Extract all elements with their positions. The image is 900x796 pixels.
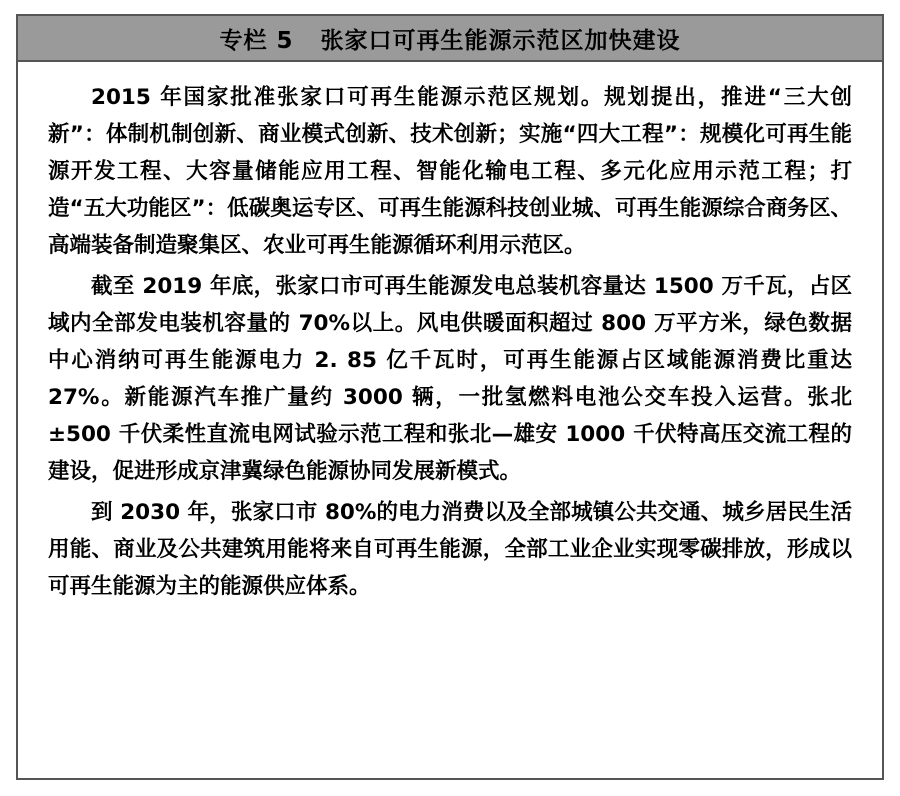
callout-box-header: [18, 16, 882, 62]
paragraph: 到 2030 年，张家口市 80%的电力消费以及全部城镇公共交通、城乡居民生活用能、商业及公共建筑用能将来自可再生能源，全部工业企业实现零碳排放，形成以可再生能源为主的能源供应体系。: [48, 499, 852, 599]
paragraph: 截至 2019 年底，张家口市可再生能源发电总装机容量达 1500 万千瓦，占区域内全部发电装机容量的 70%以上。风电供暖面积超过 800 万平方米，绿色数据中心消纳可再生能源电力 2. 85 亿千瓦时，可再生能源占区域能源消费比重达 27%。新能源汽车推广量约 3000 辆，一批氢燃料电池公交车投入运营。张北±500 千伏柔性直流电网试验示范工程和张北—雄安 1000 千伏特高压交流工程的建设，促进形成京津冀绿色能源协同发展新模式。: [48, 273, 852, 484]
callout-box-body: [18, 62, 882, 778]
callout-box: [16, 14, 884, 780]
paragraph: 2015 年国家批准张家口可再生能源示范区规划。规划提出，推进“三大创新”：体制机制创新、商业模式创新、技术创新；实施“四大工程”：规模化可再生能源开发工程、大容量储能应用工程、智能化输电工程、多元化应用示范工程；打造“五大功能区”：低碳奥运专区、可再生能源科技创业城、可再生能源综合商务区、高端装备制造聚集区、农业可再生能源循环利用示范区。: [48, 85, 852, 258]
callout-box-title: 专栏 5 张家口可再生能源示范区加快建设: [219, 27, 681, 54]
